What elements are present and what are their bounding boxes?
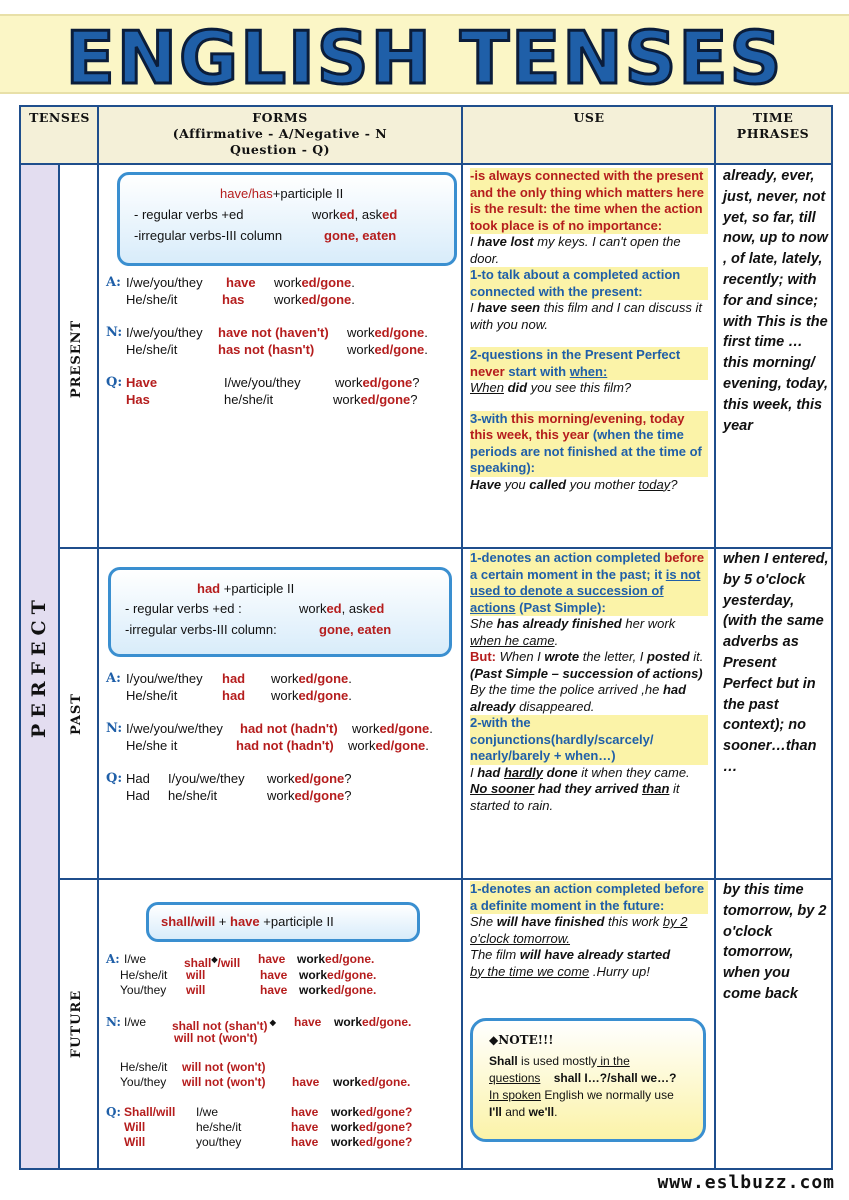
header-tenses: TENSES	[29, 110, 90, 125]
future-q3-aux: Will	[124, 1135, 146, 1149]
present-n1-subject: I/we/you/they	[126, 325, 203, 340]
future-a1-aux: shall◆/will	[184, 955, 241, 970]
present-formula-line2: - regular verbs +ed	[134, 207, 244, 222]
present-use	[470, 168, 708, 493]
past-q2-aux: Had	[126, 788, 150, 803]
past-formula-line1: had +participle II	[197, 581, 295, 596]
present-use-example1: I have lost my keys. I can't open the door.	[470, 234, 681, 266]
present-a1-verb: worked/gone.	[274, 275, 355, 290]
future-n3-verb: worked/gone.	[333, 1075, 411, 1089]
future-a2-have: have	[260, 968, 288, 982]
present-a2-verb: worked/gone.	[274, 292, 355, 307]
present-q2-verb: worked/gone?	[333, 392, 418, 407]
future-n1-alt: will not (won't)	[174, 1031, 258, 1045]
past-q1-verb: worked/gone?	[267, 771, 352, 786]
past-use-example1: She has already finished her work when he came.	[470, 616, 676, 648]
past-use	[470, 550, 708, 814]
past-formula-line3: -irregular verbs-III column:	[125, 622, 277, 637]
past-time-phrases: when I entered, by 5 o'clock yesterday, (with the same adverbs as Present Perfect but in the past context); no sooner…than …	[723, 551, 829, 775]
present-label: PRESENT	[69, 319, 84, 399]
present-a1-aux: have	[226, 275, 256, 290]
past-a2-aux: had	[222, 688, 246, 703]
header-use: USE	[573, 110, 605, 125]
present-n1-aux: have not (haven't)	[218, 325, 329, 340]
present-use-rule: -is always connected with the present and the only thing which matters here is the result: the time when the action took place is of no importance:	[470, 168, 708, 234]
present-a-label: A:	[106, 275, 121, 290]
header-forms-line2: (Affirmative - A/Negative - N	[172, 126, 388, 141]
present-use-point3: 3-with this morning/evening, today this week, this year (when the time periods are not finished at the time of speaking):	[470, 411, 708, 477]
page-title: ENGLISH TENSES	[65, 16, 784, 100]
future-use-example2: The film will have already started by the time we come .Hurry up!	[470, 947, 671, 979]
past-formula-line2: - regular verbs +ed :	[125, 601, 242, 616]
header-forms-line1: FORMS	[252, 110, 308, 125]
future-a3-subject: You/they	[120, 983, 167, 997]
header-divider	[21, 163, 831, 165]
present-use-point1: 1-to talk about a completed action connected with the present:	[470, 267, 708, 300]
present-formula-line1: have/has+participle II	[220, 186, 344, 201]
future-formula-box	[146, 902, 420, 942]
past-use-point2: 2-with the conjunctions(hardly/scarcely/ nearly/barely + when…)	[470, 715, 708, 765]
future-a3-aux: will	[186, 983, 206, 997]
future-a3-have: have	[260, 983, 288, 997]
future-n1-aux: shall not (shan't) ◆	[172, 1018, 276, 1033]
header-forms	[100, 110, 460, 158]
future-q1-verb: worked/gone?	[331, 1105, 413, 1119]
present-formula-line3: -irregular verbs-III column	[134, 228, 283, 243]
future-n3-have: have	[292, 1075, 320, 1089]
note-title: ◆NOTE!!!	[489, 1033, 554, 1047]
future-n2-subject: He/she/it	[120, 1060, 168, 1074]
future-q-label: Q:	[106, 1105, 121, 1119]
present-formula-irregular: gone, eaten	[324, 228, 397, 243]
future-q1-aux: Shall/will	[124, 1105, 176, 1119]
past-use-point1: 1-denotes an action completed before a certain moment in the past; it is not used to denote a succession of actions (Past Simple):	[470, 550, 708, 616]
past-n2-subject: He/she it	[126, 738, 178, 753]
header-time-phrases	[716, 110, 830, 142]
present-a1-subject: I/we/you/they	[126, 275, 203, 290]
present-use-example2: I have seen this film and I can discuss it with you now.	[470, 300, 702, 332]
future-q3-have: have	[291, 1135, 319, 1149]
past-a-label: A:	[106, 671, 121, 686]
future-use-example1: She will have finished this work by 2 o'clock tomorrow.	[470, 914, 688, 946]
future-time-phrases: by this time tomorrow, by 2 o'clock tomorrow, when you come back	[723, 882, 827, 1002]
present-a2-subject: He/she/it	[126, 292, 178, 307]
future-a-label: A:	[106, 952, 120, 966]
past-a2-subject: He/she/it	[126, 688, 178, 703]
note-body: Shall is used mostly in the questions shall I…?/shall we…? In spoken English we normally use I'll and we'll.	[489, 1054, 677, 1119]
past-use-example5: No sooner had they arrived than it started to rain.	[470, 781, 680, 813]
past-n-label: N:	[106, 721, 123, 736]
present-n2-subject: He/she/it	[126, 342, 178, 357]
present-formula-box	[117, 172, 457, 266]
row-divider-2	[58, 878, 831, 880]
footer-url[interactable]: www.eslbuzz.com	[657, 1172, 835, 1193]
header-time-line1: TIME	[752, 110, 794, 125]
future-n1-verb: worked/gone.	[334, 1015, 412, 1029]
present-a2-aux: has	[222, 292, 245, 307]
col-divider-2	[461, 107, 463, 1168]
past-a1-aux: had	[222, 671, 246, 686]
past-use-example2: But: When I wrote the letter, I posted it.(Past Simple – succession of actions)	[470, 649, 704, 681]
past-q2-verb: worked/gone?	[267, 788, 352, 803]
future-n3-aux: will not (won't)	[182, 1075, 266, 1089]
past-use-example3: By the time the police arrived ,he had already disappeared.	[470, 682, 687, 714]
past-n1-verb: worked/gone.	[352, 721, 433, 736]
header-time-line2: PHRASES	[736, 126, 810, 141]
future-a3-verb: worked/gone.	[299, 983, 377, 997]
header-forms-line3: Question - Q)	[229, 142, 331, 157]
present-use-example4: Have you called you mother today?	[470, 476, 678, 492]
future-q3-verb: worked/gone?	[331, 1135, 413, 1149]
future-a1-verb: worked/gone.	[297, 952, 375, 966]
present-n2-verb: worked/gone.	[347, 342, 428, 357]
future-q3-subject: you/they	[196, 1135, 242, 1149]
perfect-label: PERFECT	[28, 594, 50, 738]
past-n2-verb: worked/gone.	[348, 738, 429, 753]
past-q2-subject: he/she/it	[168, 788, 218, 803]
note-box	[470, 1018, 706, 1142]
future-q1-subject: I/we	[196, 1105, 219, 1119]
future-label: FUTURE	[69, 989, 84, 1059]
future-q2-aux: Will	[124, 1120, 146, 1134]
future-a2-verb: worked/gone.	[299, 968, 377, 982]
past-label: PAST	[69, 693, 84, 735]
future-a2-subject: He/she/it	[120, 968, 168, 982]
future-n1-subject: I/we	[124, 1015, 147, 1029]
future-a1-subject: I/we	[124, 952, 147, 966]
future-a1-have: have	[258, 952, 286, 966]
col-divider-1	[97, 107, 99, 1168]
future-n1-have: have	[294, 1015, 322, 1029]
col-divider-3	[714, 107, 716, 1168]
row-divider-1	[58, 547, 831, 549]
past-q1-subject: I/you/we/they	[168, 771, 245, 786]
present-time-phrases: already, ever, just, never, not yet, so far, till now, up to now , of late, lately, recently; with for and since; with This is the first time … this morning/ evening, today, this week, this year	[723, 168, 829, 434]
future-a2-aux: will	[186, 968, 206, 982]
present-q-label: Q:	[106, 375, 123, 390]
present-use-example3: When did you see this film?	[470, 380, 632, 395]
future-q2-subject: he/she/it	[196, 1120, 242, 1134]
past-formula-irregular: gone, eaten	[319, 622, 392, 637]
present-q1-verb: worked/gone?	[335, 375, 420, 390]
past-q-label: Q:	[106, 771, 123, 786]
past-formula-examples: worked, asked	[299, 601, 385, 616]
present-use-point2: 2-questions in the Present Perfect never start with when:	[470, 347, 708, 380]
present-q1-aux: Have	[126, 375, 158, 390]
future-n3-subject: You/they	[120, 1075, 167, 1089]
past-a1-subject: I/you/we/they	[126, 671, 203, 686]
past-q1-aux: Had	[126, 771, 150, 786]
past-n1-aux: had not (hadn't)	[240, 721, 338, 736]
past-n2-aux: had not (hadn't)	[236, 738, 334, 753]
future-n-label: N:	[106, 1015, 121, 1029]
present-q2-subject: he/she/it	[224, 392, 274, 407]
present-n2-aux: has not (hasn't)	[218, 342, 315, 357]
future-q1-have: have	[291, 1105, 319, 1119]
future-use	[470, 881, 708, 980]
present-n-label: N:	[106, 325, 123, 340]
future-n2-aux: will not (won't)	[182, 1060, 266, 1074]
present-q2-aux: Has	[126, 392, 150, 407]
future-use-point1: 1-denotes an action completed before a definite moment in the future:	[470, 881, 708, 914]
col-divider-0	[58, 165, 60, 1168]
future-formula-line1: shall/will + have +participle II	[161, 914, 334, 929]
past-a1-verb: worked/gone.	[271, 671, 352, 686]
past-a2-verb: worked/gone.	[271, 688, 352, 703]
future-q2-verb: worked/gone?	[331, 1120, 413, 1134]
future-q2-have: have	[291, 1120, 319, 1134]
present-n1-verb: worked/gone.	[347, 325, 428, 340]
past-use-example4: I had hardly done it when they came.	[470, 764, 690, 780]
past-n1-subject: I/we/you/we/they	[126, 721, 223, 736]
present-q1-subject: I/we/you/they	[224, 375, 301, 390]
title-band	[0, 14, 849, 100]
past-formula-box	[108, 567, 452, 657]
present-formula-examples: worked, asked	[312, 207, 398, 222]
